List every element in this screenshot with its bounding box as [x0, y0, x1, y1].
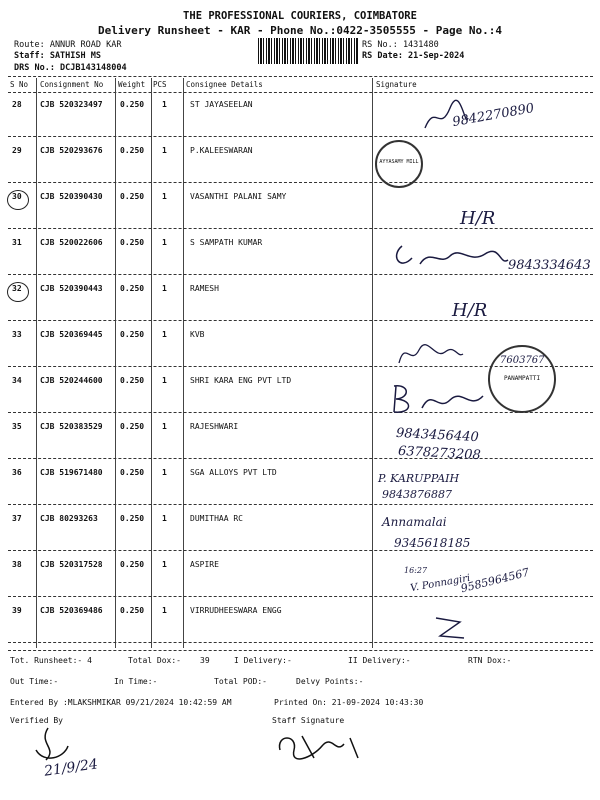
- row-sno: 35: [12, 422, 22, 431]
- document-title: THE PROFESSIONAL COURIERS, COIMBATORE: [183, 10, 417, 22]
- drs-label: DRS No.: DCJB143148004: [14, 63, 127, 73]
- col-header-sno: S No: [10, 80, 29, 89]
- row-consignment-no: CJB 520317528: [40, 560, 103, 569]
- row-pcs: 1: [162, 146, 167, 155]
- row-divider: [8, 320, 593, 321]
- entered-by: Entered By :MLAKSHMIKAR 09/21/2024 10:42:59 AM: [10, 698, 232, 707]
- row-consignee: VASANTHI PALANI SAMY: [190, 192, 287, 201]
- out-time: Out Time:-: [10, 677, 59, 686]
- row-weight: 0.250: [120, 100, 145, 109]
- row-weight: 0.250: [120, 468, 145, 477]
- row-consignment-no: CJB 520390443: [40, 284, 103, 293]
- row-sno: 37: [12, 514, 22, 523]
- row-sno: 38: [12, 560, 22, 569]
- handwritten-r38b: V. Ponnagiri: [409, 572, 472, 595]
- row-consignee: SGA ALLOYS PVT LTD: [190, 468, 277, 477]
- row-consignee: RAMESH: [190, 284, 219, 293]
- handwritten-r35b: 6378273208: [397, 443, 482, 464]
- row-sno: 36: [12, 468, 22, 477]
- row-divider: [8, 550, 593, 551]
- signature-r39: [430, 612, 470, 642]
- signature-r28: [420, 98, 470, 138]
- handwritten-r30: H/R: [460, 208, 496, 229]
- staff-label: Staff: SATHISH MS: [14, 51, 101, 61]
- staff-signature: [272, 728, 362, 764]
- barcode: [258, 38, 358, 64]
- row-weight: 0.250: [120, 284, 145, 293]
- row-sno: 31: [12, 238, 22, 247]
- col-header-consignee: Consignee Details: [186, 80, 263, 89]
- signature-r31: [390, 236, 510, 276]
- row-consignment-no: CJB 80293263: [40, 514, 98, 523]
- row-consignee: ASPIRE: [190, 560, 219, 569]
- signature-r34: [388, 378, 498, 418]
- handwritten-r38a: 16:27: [404, 566, 428, 575]
- row-consignee: RAJESHWARI: [190, 422, 239, 431]
- row-weight: 0.250: [120, 192, 145, 201]
- handwritten-r37a: Annamalai: [382, 515, 447, 529]
- row-divider: [8, 458, 593, 459]
- row-divider: [8, 136, 593, 137]
- in-time: In Time:-: [114, 677, 158, 686]
- total-dox-label: Total Dox:-: [128, 656, 181, 665]
- row-pcs: 1: [162, 100, 167, 109]
- row-pcs: 1: [162, 422, 167, 431]
- handwritten-r32: H/R: [452, 300, 488, 321]
- row-divider: [8, 182, 593, 183]
- row-sno: 28: [12, 100, 22, 109]
- row-consignee: SHRI KARA ENG PVT LTD: [190, 376, 292, 385]
- row-pcs: 1: [162, 376, 167, 385]
- handwritten-r36a: P. KARUPPAIH: [378, 472, 460, 485]
- signature-r33: [395, 338, 465, 368]
- staff-signature-label: Staff Signature: [272, 716, 345, 725]
- i-delivery: I Delivery:-: [234, 656, 292, 665]
- row-consignment-no: CJB 520244600: [40, 376, 103, 385]
- row-consignment-no: CJB 520293676: [40, 146, 103, 155]
- col-header-consignment: Consignment No: [40, 80, 104, 89]
- stamp-ayyasamy: AYYASAMY MILL: [375, 140, 423, 188]
- row-consignment-no: CJB 520383529: [40, 422, 103, 431]
- row-sno: 33: [12, 330, 22, 339]
- row-consignment-no: CJB 520390430: [40, 192, 103, 201]
- col-header-weight: Weight: [118, 80, 146, 89]
- route-label: Route: ANNUR ROAD KAR: [14, 40, 122, 50]
- row-consignee: KVB: [190, 330, 205, 339]
- row-weight: 0.250: [120, 606, 145, 615]
- row-weight: 0.250: [120, 146, 145, 155]
- col-header-signature: Signature: [376, 80, 417, 89]
- row-consignment-no: CJB 520369486: [40, 606, 103, 615]
- total-dox-value: 39: [200, 656, 210, 665]
- handwritten-r38c: 9585964567: [459, 565, 531, 596]
- rs-no-label: RS No.: 1431480: [362, 40, 439, 50]
- row-consignment-no: CJB 520323497: [40, 100, 103, 109]
- row-consignee: DUMITHAA RC: [190, 514, 243, 523]
- row-divider: [8, 228, 593, 229]
- row-weight: 0.250: [120, 330, 145, 339]
- row-consignment-no: CJB 520022606: [40, 238, 103, 247]
- handwritten-r31: 9843334643: [508, 258, 591, 273]
- handwritten-r28: 9842270890: [451, 100, 536, 131]
- row-sno: 30: [12, 192, 22, 201]
- ii-delivery: II Delivery:-: [348, 656, 411, 665]
- row-pcs: 1: [162, 468, 167, 477]
- handwritten-r36b: 9843876887: [382, 488, 452, 501]
- row-pcs: 1: [162, 514, 167, 523]
- circle-mark-30: [7, 190, 29, 210]
- verified-signature: [28, 724, 78, 764]
- row-weight: 0.250: [120, 238, 145, 247]
- row-pcs: 1: [162, 330, 167, 339]
- row-pcs: 1: [162, 238, 167, 247]
- handwritten-r33: 7603767: [500, 355, 545, 366]
- row-divider: [8, 504, 593, 505]
- tot-runsheet: Tot. Runsheet:- 4: [10, 656, 92, 665]
- row-pcs: 1: [162, 560, 167, 569]
- row-sno: 39: [12, 606, 22, 615]
- document-subtitle: Delivery Runsheet - KAR - Phone No.:0422-3505555 - Page No.:4: [98, 24, 502, 37]
- row-weight: 0.250: [120, 376, 145, 385]
- delvy-points: Delvy Points:-: [296, 677, 364, 686]
- printed-on: Printed On: 21-09-2024 10:43:30: [274, 698, 424, 707]
- col-header-pcs: PCS: [153, 80, 167, 89]
- row-sno: 32: [12, 284, 22, 293]
- row-pcs: 1: [162, 284, 167, 293]
- row-pcs: 1: [162, 192, 167, 201]
- handwritten-r37b: 9345618185: [394, 536, 471, 550]
- rs-date-label: RS Date: 21-Sep-2024: [362, 51, 465, 61]
- row-sno: 29: [12, 146, 22, 155]
- circle-mark-32: [7, 282, 29, 302]
- row-consignee: VIRRUDHEESWARA ENGG: [190, 606, 282, 615]
- row-divider: [8, 642, 593, 643]
- row-sno: 34: [12, 376, 22, 385]
- row-consignee: S SAMPATH KUMAR: [190, 238, 263, 247]
- total-pod: Total POD:-: [214, 677, 267, 686]
- row-weight: 0.250: [120, 422, 145, 431]
- row-consignee: P.KALEESWARAN: [190, 146, 253, 155]
- rtn-dox: RTN Dox:-: [468, 656, 512, 665]
- handwritten-r35a: 9843456440: [395, 425, 480, 446]
- row-weight: 0.250: [120, 514, 145, 523]
- verified-by: Verified By: [10, 716, 63, 725]
- row-consignment-no: CJB 519671480: [40, 468, 103, 477]
- row-divider: [8, 596, 593, 597]
- row-weight: 0.250: [120, 560, 145, 569]
- row-divider: [8, 412, 593, 413]
- row-pcs: 1: [162, 606, 167, 615]
- row-consignment-no: CJB 520369445: [40, 330, 103, 339]
- row-consignee: ST JAYASEELAN: [190, 100, 253, 109]
- stamp-panampatti: PANAMPATTI: [488, 345, 556, 413]
- verified-date: 21/9/24: [43, 756, 99, 780]
